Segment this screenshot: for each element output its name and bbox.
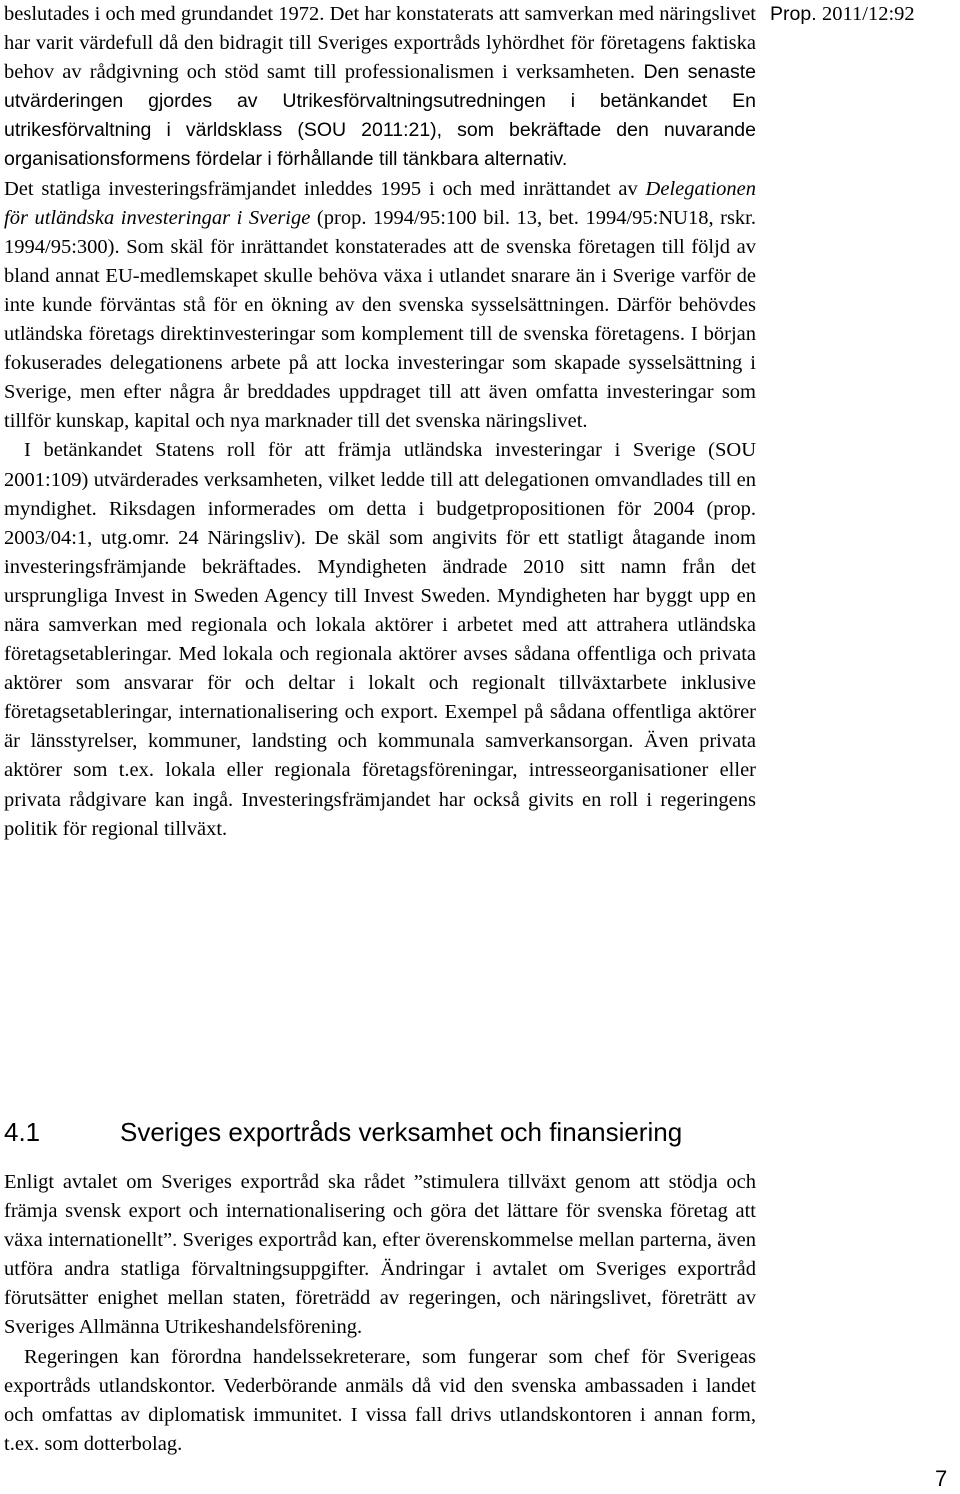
section-number: 4.1 bbox=[4, 1117, 41, 1147]
paragraph-2-lead: Det statliga investeringsfrämjandet inleddes 1995 i och med inrättandet av bbox=[4, 177, 646, 200]
proposition-reference bbox=[770, 0, 915, 29]
paragraph-1 bbox=[4, 0, 756, 175]
paragraph-4: Enligt avtalet om Sveriges exportråd ska rådet ”stimulera tillväxt genom att stödja och främja svensk export och internationalisering och göra det lättare för svenska företag att växa internationellt”. Sveriges exportråd kan, efter överenskommelse mellan parterna, även utföra andra statliga förvaltningsuppgifter. Ändringar i avtalet om Sveriges exportråd förutsätter enighet mellan staten, företrädd av regeringen, och näringslivet, företrätt av Sveriges Allmänna Utrikeshandelsförening. bbox=[4, 1171, 756, 1339]
page-number: 7 bbox=[935, 1466, 948, 1491]
proposition-number: 2011/12:92 bbox=[822, 3, 915, 25]
section-title: Sveriges exportråds verksamhet och finansiering bbox=[120, 1117, 683, 1147]
paragraph-2-rest: (prop. 1994/95:100 bil. 13, bet. 1994/95:NU18, rskr. 1994/95:300). Som skäl för inrättandet konstaterades att de svenska företagen till följd av bland annat EU-medlemskapet skulle behöva växa i utlandet snarare än i Sverige varför de inte kunde förväntas stå för en ökning av den svenska sysselsättningen. Därför behövdes utländska företags direktinvesteringar som komplement till de svenska företagens. I början fokuserades delegationens arbete på att locka investeringar som skapade sysselsättning i Sverige, men efter några år breddades uppdraget till att även omfatta investeringar som tillför kunskap, kapital och nya marknader till det svenska näringslivet. bbox=[4, 206, 756, 433]
paragraph-2-italic: Delegationen för utländska investeringar i Sverige bbox=[4, 177, 756, 229]
main-text bbox=[4, 0, 756, 844]
paragraph-5: Regeringen kan förordna handelssekreterare, som fungerar som chef för Sverigeas exportråds utlandskontor. Vederbörande anmäls då vid den svenska ambassaden i landet och omfattas av diplomatisk immunitet. I vissa fall drivs utlandskontoren i annan form, t.ex. som dotterbolag. bbox=[4, 1345, 756, 1455]
paragraph-2 bbox=[4, 175, 756, 437]
section-heading bbox=[4, 1116, 764, 1148]
section-4-1-text bbox=[4, 1168, 756, 1459]
paragraph-3: I betänkandet Statens roll för att främja utländska investeringar i Sverige (SOU 2001:109) utvärderades verksamheten, vilket ledde till att delegationen omvandlades till en myndighet. Riksdagen informerades om detta i budgetpropositionen för 2004 (prop. 2003/04:1, utg.omr. 24 Näringsliv). De skäl som angivits för ett statligt åtagande inom investeringsfrämjande bekräftades. Myndigheten ändrade 2010 sitt namn från det ursprungliga Invest in Sweden Agency till Invest Sweden. Myndigheten har byggt upp en nära samverkan med regionala och lokala aktörer i arbetet med att attrahera utländska företagsetableringar. Med lokala och regionala aktörer avses sådana offentliga och privata aktörer som ansvarar för och deltar i lokalt och regionalt tillväxtarbete inklusive företagsetableringar, internationalisering och export. Exempel på sådana offentliga aktörer är länsstyrelser, kommuner, landsting och kommunala samverkansorgan. Även privata aktörer som t.ex. lokala eller regionala företagsföreningar, intresseorganisationer eller privata rådgivare kan ingå. Investeringsfrämjandet har också givits en roll i regeringens politik för regional tillväxt. bbox=[4, 439, 756, 840]
paragraph-1-lead: beslutades i och med grundandet 1972. Det har konstaterats att samverkan med näringslivet har varit värdefull då den bidragit till Sveriges exportråds lyhördhet för företagens faktiska behov av rådgivning och stöd samt till professionalismen i verksamheten. bbox=[4, 3, 756, 84]
paragraph-1-tail: Den senaste utvärderingen gjordes av Utrikesförvaltningsutredningen i betänkandet En utrikesförvaltning i världsklass (SOU 2011:21), som bekräftade den nuvarande organisationsformens fördelar i förhållande till tänkbara alternativ. bbox=[4, 61, 756, 171]
proposition-prefix: Prop. bbox=[770, 3, 817, 25]
